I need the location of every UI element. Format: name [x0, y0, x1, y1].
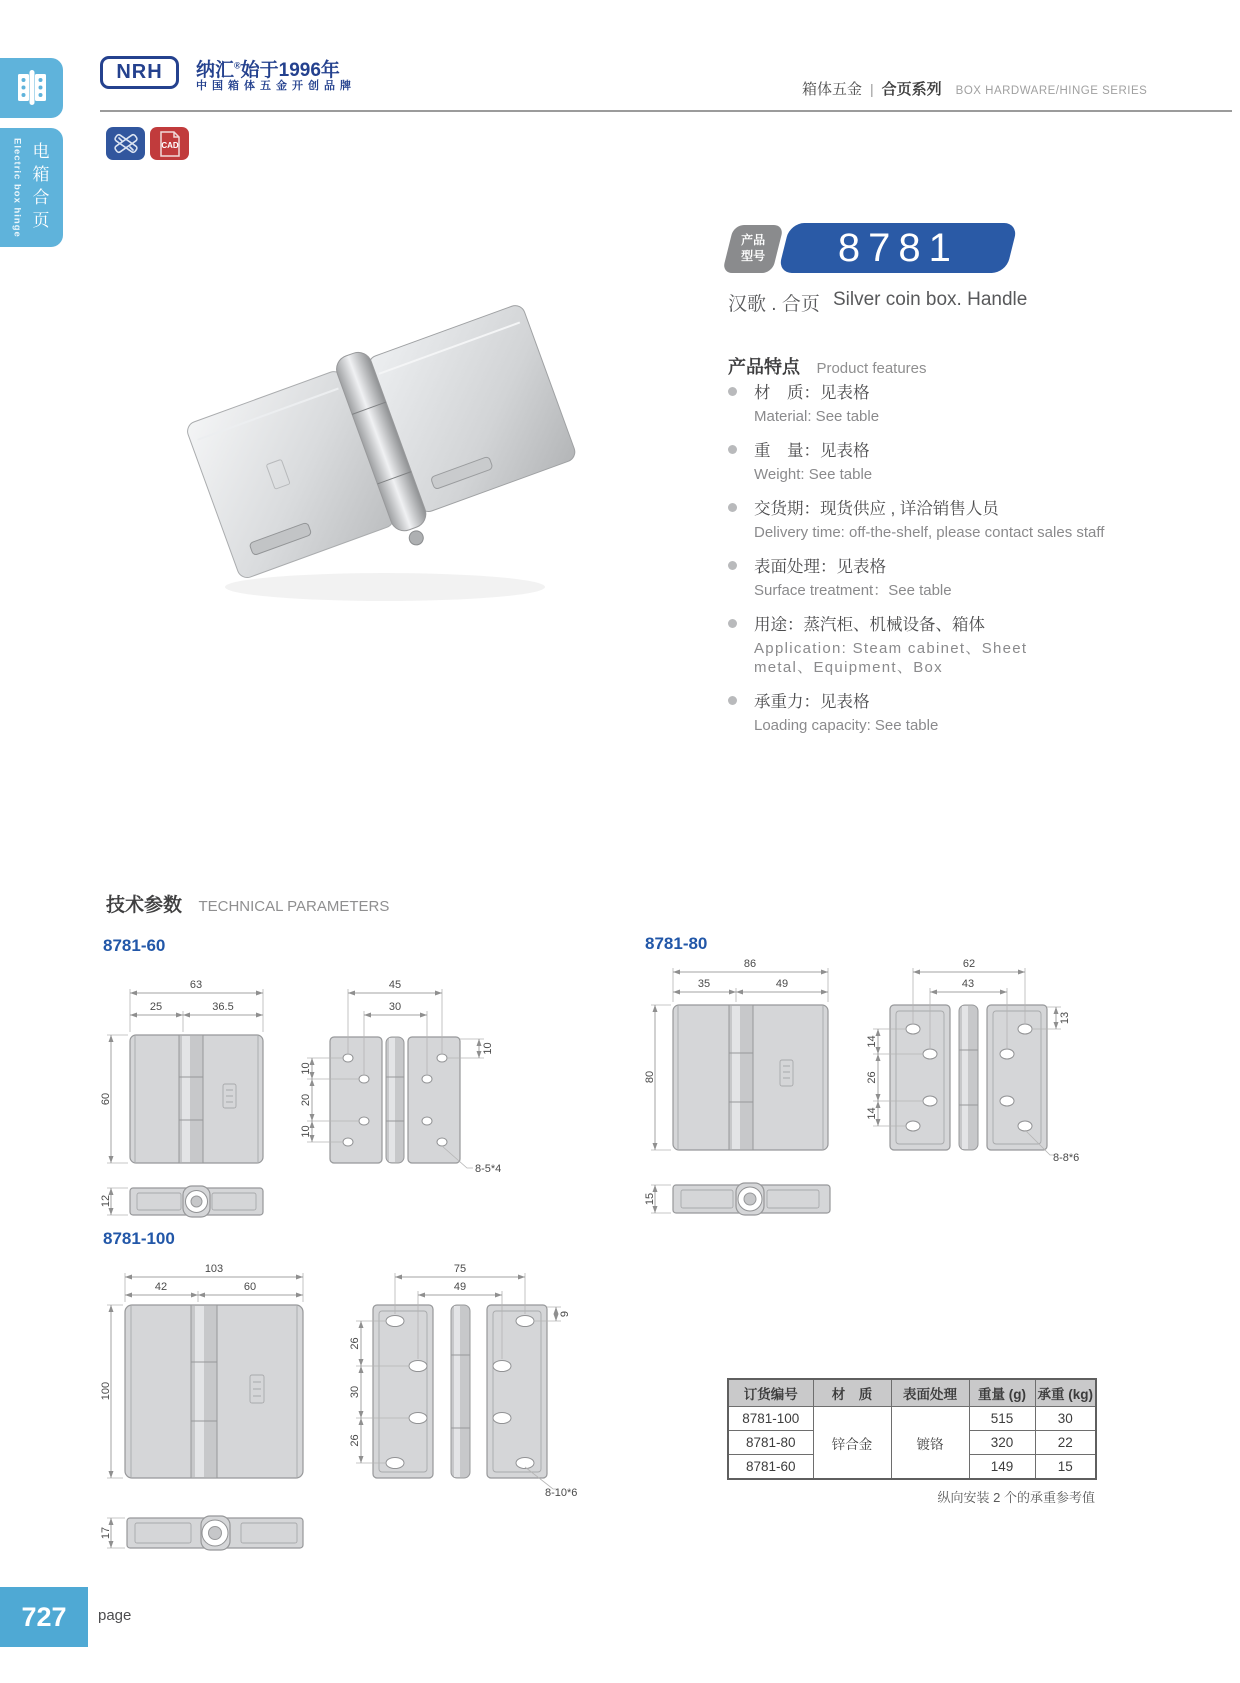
sidebar-label-en: Electric box hinge — [11, 137, 23, 238]
brand-subtitle: 中国箱体五金开创品牌 — [196, 80, 356, 92]
feature-item — [728, 382, 1144, 427]
badge-line2: 型号 — [740, 249, 765, 263]
header-category-cn: 箱体五金 — [802, 81, 863, 98]
features-title-en: Product features — [816, 360, 927, 377]
product-photo — [150, 285, 610, 615]
col-header-material: 材 质 — [813, 1379, 891, 1407]
svg-text:26: 26 — [349, 1434, 361, 1447]
model-badge-number — [778, 223, 1018, 273]
svg-text:14: 14 — [866, 1035, 878, 1048]
cell-weight: 515 — [969, 1407, 1035, 1431]
badge-line1: 产品 — [740, 233, 765, 248]
svg-text:20: 20 — [300, 1093, 312, 1107]
product-name-en: Silver coin box. Handle — [833, 289, 1028, 310]
features-title — [728, 353, 927, 379]
tech-title — [106, 890, 389, 917]
feature-en: Delivery time: off-the-shelf, please contact sales staff — [754, 524, 1105, 542]
header-divider — [100, 110, 1232, 112]
cad-doc-icon — [159, 131, 181, 157]
svg-text:25: 25 — [149, 1001, 163, 1013]
bullet-icon — [728, 696, 737, 705]
feature-cn: 交货期：现货供应 , 详洽销售人员 — [754, 500, 999, 519]
front-view — [100, 979, 263, 1163]
svg-text:86: 86 — [743, 958, 757, 970]
feature-cn: 重 量：见表格 — [754, 442, 870, 461]
drawing-8781-60 — [95, 960, 515, 1232]
front-view — [100, 1263, 303, 1478]
table-note: 纵向安装 2 个的承重参考值 — [937, 1490, 1095, 1505]
bullet-icon — [728, 387, 737, 396]
cell-load: 22 — [1035, 1431, 1096, 1455]
drawing-8781-100 — [95, 1245, 595, 1567]
header-series-en: BOX HARDWARE/HINGE SERIES — [955, 85, 1148, 97]
feature-en: Weight: See table — [754, 466, 873, 484]
svg-text:43: 43 — [961, 978, 975, 990]
cell-code: 8781-80 — [728, 1431, 813, 1455]
brand-name: 纳汇 — [196, 60, 235, 81]
feature-cn: 承重力：见表格 — [754, 692, 870, 711]
svg-text:49: 49 — [775, 978, 789, 990]
crossed-tools-icon — [113, 132, 139, 156]
svg-text:45: 45 — [388, 979, 402, 991]
col-header-code: 订货编号 — [728, 1379, 813, 1407]
feature-item — [728, 498, 1144, 543]
page-number: 727 — [21, 1601, 67, 1632]
svg-text:15: 15 — [644, 1192, 656, 1206]
svg-text:60: 60 — [243, 1281, 257, 1293]
svg-text:9: 9 — [559, 1310, 571, 1318]
svg-text:63: 63 — [189, 979, 203, 991]
features-title-cn: 产品特点 — [728, 357, 800, 377]
header-series — [802, 78, 1147, 99]
cell-weight: 320 — [969, 1431, 1035, 1455]
col-header-load: 承重 (kg) — [1035, 1379, 1096, 1407]
feature-en: Surface treatment：See table — [754, 582, 952, 600]
feature-en: Material: See table — [754, 408, 880, 426]
cell-weight: 149 — [969, 1455, 1035, 1480]
svg-text:75: 75 — [453, 1263, 467, 1275]
cell-code: 8781-100 — [728, 1407, 813, 1431]
svg-text:62: 62 — [962, 958, 976, 970]
page-label: page — [98, 1607, 132, 1624]
svg-text:14: 14 — [866, 1107, 878, 1120]
svg-text:10: 10 — [482, 1042, 494, 1055]
page-number-badge — [0, 1587, 88, 1647]
svg-text:100: 100 — [100, 1381, 112, 1401]
model-label-80: 8781-80 — [645, 934, 708, 953]
svg-text:8-8*6: 8-8*6 — [1053, 1152, 1080, 1164]
col-header-weight: 重量 (g) — [969, 1379, 1035, 1407]
table-row — [728, 1407, 1096, 1431]
svg-text:36.5: 36.5 — [212, 1001, 234, 1013]
feature-cn: 材 质：见表格 — [754, 384, 870, 402]
bullet-icon — [728, 619, 737, 628]
brand-reg-mark: ® — [234, 60, 241, 71]
tech-title-cn: 技术参数 — [106, 895, 183, 916]
sidebar-tab-icon[interactable] — [0, 58, 63, 118]
svg-text:26: 26 — [349, 1337, 361, 1350]
bullet-icon — [728, 445, 737, 454]
tools-icon[interactable] — [106, 127, 145, 160]
model-label-100: 8781-100 — [103, 1229, 175, 1248]
front-view — [644, 958, 828, 1150]
bullet-icon — [728, 503, 737, 512]
header-series-cn: 合页系列 — [881, 81, 942, 98]
svg-text:17: 17 — [100, 1526, 112, 1540]
model-number: 8781 — [837, 225, 959, 270]
bullet-icon — [728, 561, 737, 570]
feature-cn: 用途：蒸汽柜、机械设备、箱体 — [754, 616, 985, 635]
svg-text:30: 30 — [388, 1001, 402, 1013]
cell-surface: 镀铬 — [891, 1407, 969, 1480]
svg-text:30: 30 — [349, 1385, 361, 1399]
svg-text:8-5*4: 8-5*4 — [475, 1163, 502, 1175]
svg-text:42: 42 — [154, 1281, 168, 1293]
product-name-cn: 汉歌 . 合页 — [728, 294, 820, 315]
feature-en: Loading capacity: See table — [754, 717, 939, 735]
cell-code: 8781-60 — [728, 1455, 813, 1480]
svg-text:26: 26 — [866, 1071, 878, 1084]
cad-icon[interactable] — [150, 127, 189, 160]
col-header-surface: 表面处理 — [891, 1379, 969, 1407]
plate-view — [349, 1263, 577, 1499]
feature-en: Application: Steam cabinet、Sheet metal、Equipment、Box — [754, 640, 1028, 677]
tech-title-en: TECHNICAL PARAMETERS — [198, 898, 390, 915]
nrh-logo — [100, 56, 179, 89]
svg-text:13: 13 — [1059, 1011, 1071, 1025]
svg-text:12: 12 — [100, 1194, 112, 1208]
cad-icon-label: CAD — [160, 140, 179, 150]
model-badge-label — [722, 225, 784, 273]
plate-view — [866, 958, 1079, 1164]
drawing-8781-80 — [595, 955, 1085, 1227]
features-list — [728, 382, 1144, 749]
model-label-60: 8781-60 — [103, 936, 166, 955]
cell-load: 15 — [1035, 1455, 1096, 1480]
sidebar-label-cn: 电箱合页 — [29, 141, 49, 234]
svg-text:10: 10 — [300, 1062, 312, 1075]
brand-since: 始于1996年 — [240, 60, 340, 81]
feature-item — [728, 691, 1144, 736]
svg-text:103: 103 — [204, 1263, 224, 1275]
bottom-view — [100, 1186, 263, 1217]
svg-text:80: 80 — [644, 1070, 656, 1084]
cell-material: 锌合金 — [813, 1407, 891, 1480]
plate-view — [300, 979, 501, 1175]
hinge-icon — [17, 68, 47, 108]
logo-text: NRH — [116, 61, 163, 83]
svg-text:60: 60 — [100, 1092, 112, 1106]
feature-item — [728, 440, 1144, 485]
cell-load: 30 — [1035, 1407, 1096, 1431]
svg-text:10: 10 — [300, 1125, 312, 1138]
svg-text:35: 35 — [697, 978, 711, 990]
table-header-row — [728, 1379, 1096, 1407]
bottom-view — [644, 1183, 830, 1215]
feature-item — [728, 556, 1144, 601]
feature-cn: 表面处理：见表格 — [754, 558, 886, 577]
svg-text:49: 49 — [453, 1281, 467, 1293]
svg-text:8-10*6: 8-10*6 — [545, 1487, 578, 1499]
sidebar-tab-category[interactable] — [0, 128, 63, 247]
feature-item — [728, 614, 1144, 678]
header-separator: | — [870, 81, 874, 97]
spec-table — [727, 1378, 1097, 1480]
bottom-view — [100, 1516, 303, 1550]
